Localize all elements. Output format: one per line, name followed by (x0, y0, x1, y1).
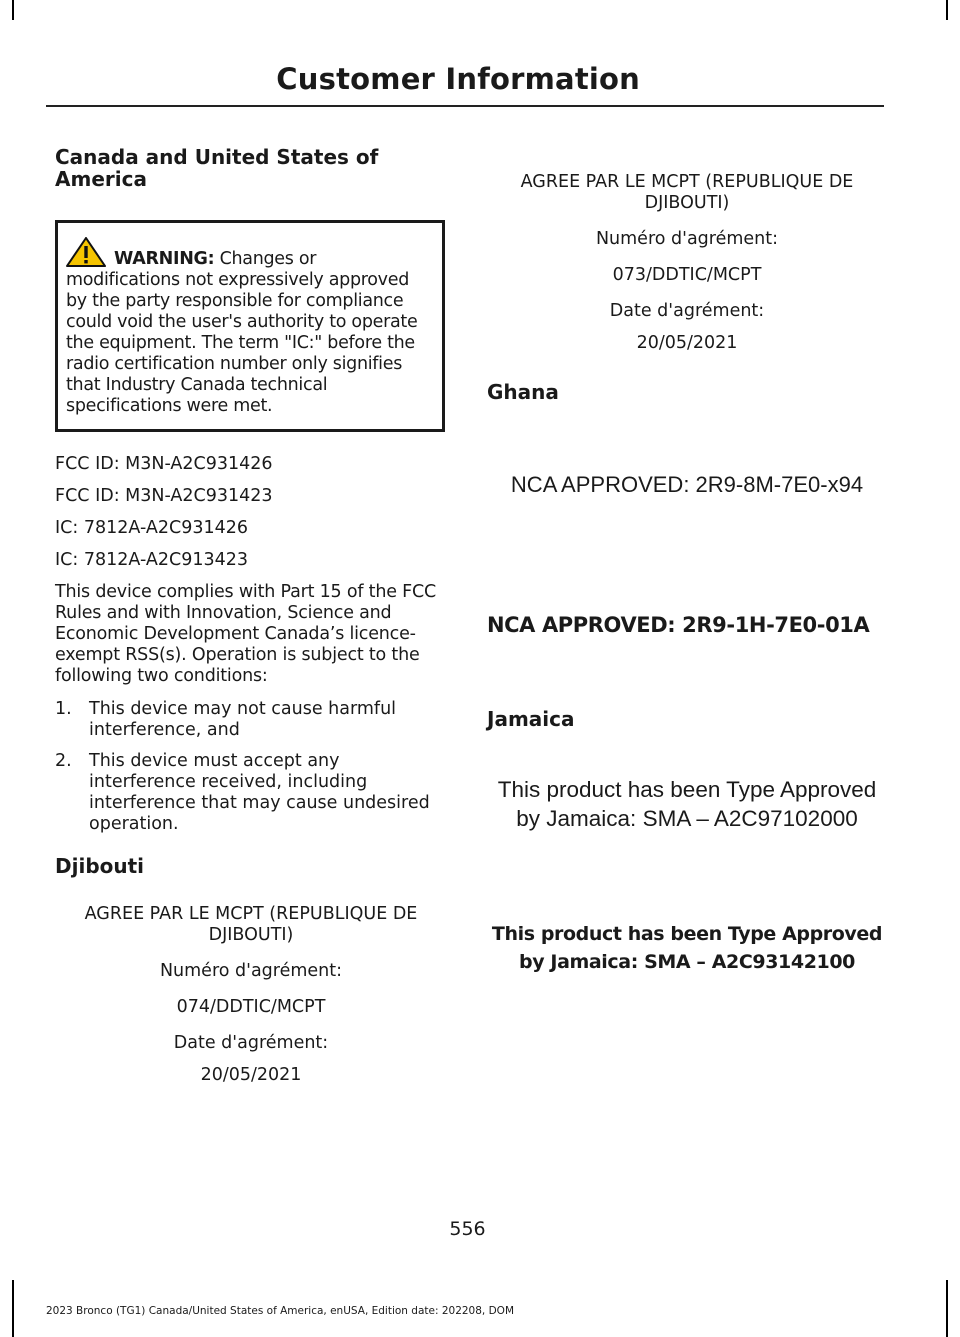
djibouti-date-label: Date d'agrément: (173, 1033, 329, 1053)
conditions-list (55, 699, 447, 835)
list-item-number: 1. (55, 699, 72, 719)
crop-mark (946, 1280, 948, 1337)
list-item (55, 699, 447, 741)
list-item-text: This device must accept any interference received, including interference that may cause undesired operation. (89, 751, 430, 834)
crop-mark (12, 0, 14, 20)
ghana-approval-mark-2: NCA APPROVED: 2R9-1H-7E0-01A (487, 613, 870, 637)
djibouti-agree-text: AGREE PAR LE MCPT (REPUBLIQUE DE DJIBOUTI) (84, 904, 418, 945)
djibouti-numero-label: Numéro d'agrément: (159, 961, 343, 981)
section-heading-canada-us: Canada and United States of America (55, 145, 379, 191)
djibouti-numero-value: 074/DDTIC/MCPT (176, 997, 326, 1017)
warning-label: WARNING: (114, 249, 215, 269)
left-column (55, 146, 447, 1086)
djibouti-date-value: 20/05/2021 (636, 333, 738, 353)
right-column (487, 172, 887, 403)
jamaica-approval-1-line-1: This product has been Type Approved (497, 777, 877, 802)
warning-text: Changes or modifications not expressively approved by the party responsible for compliance could void the user's authority to operate the equipment. The term "IC:" before the radio certification number only signifies that Industry Canada technical specifications were met. (66, 249, 418, 416)
list-item-number: 2. (55, 751, 72, 771)
jamaica-approval-2-line-1: This product has been Type Approved (491, 923, 883, 945)
ic-id-2: IC: 7812A-A2C913423 (55, 550, 249, 570)
edition-footer: 2023 Bronco (TG1) Canada/United States of America, enUSA, Edition date: 202208, DOM (46, 1305, 515, 1317)
jamaica-approval-mark-1 (487, 775, 887, 833)
djibouti-date-label: Date d'agrément: (609, 301, 765, 321)
djibouti-numero-label: Numéro d'agrément: (595, 229, 779, 249)
section-heading-jamaica: Jamaica (487, 707, 575, 731)
crop-mark (946, 0, 948, 20)
jamaica-approval-1-line-2: by Jamaica: SMA – A2C97102000 (516, 806, 858, 831)
warning-box (55, 220, 445, 432)
djibouti-numero-value: 073/DDTIC/MCPT (612, 265, 762, 285)
fcc-id-2: FCC ID: M3N-A2C931423 (55, 486, 273, 506)
djibouti-date-value: 20/05/2021 (200, 1065, 302, 1085)
header-divider (46, 105, 884, 107)
jamaica-approval-mark-2 (487, 920, 887, 976)
crop-mark (12, 1280, 14, 1337)
fcc-id-1: FCC ID: M3N-A2C931426 (55, 454, 273, 474)
djibouti-agree-text: AGREE PAR LE MCPT (REPUBLIQUE DE DJIBOUTI) (520, 172, 854, 213)
list-item (55, 751, 447, 835)
page-title: Customer Information (276, 62, 640, 96)
compliance-text: This device complies with Part 15 of the FCC Rules and with Innovation, Science and Economic Development Canada’s licence-exempt RSS(s). Operation is subject to the following two conditions: (55, 582, 437, 686)
page-number: 556 (449, 1218, 486, 1240)
ghana-approval-mark-1: NCA APPROVED: 2R9-8M-7E0-x94 (510, 472, 864, 497)
warning-icon (66, 237, 106, 267)
list-item-text: This device may not cause harmful interference, and (89, 699, 397, 740)
section-heading-djibouti: Djibouti (55, 854, 145, 878)
ic-id-1: IC: 7812A-A2C931426 (55, 518, 249, 538)
jamaica-approval-2-line-2: by Jamaica: SMA – A2C93142100 (519, 951, 855, 973)
section-heading-ghana: Ghana (487, 380, 559, 404)
